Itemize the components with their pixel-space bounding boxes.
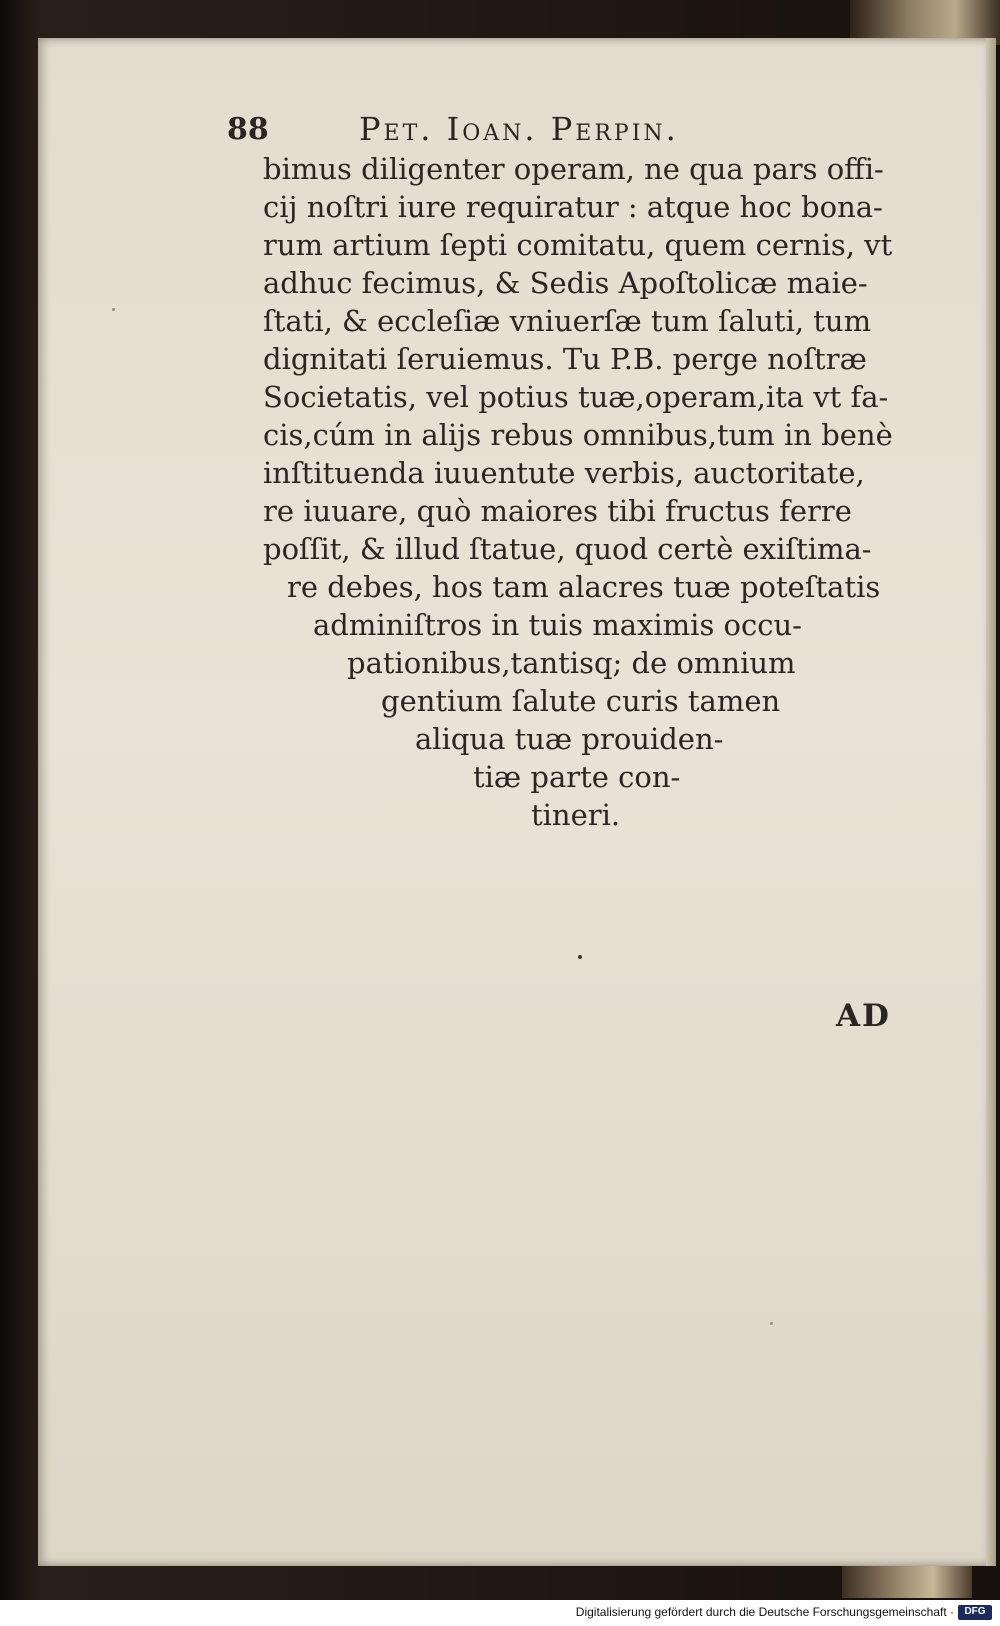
dfg-logo: DFG (958, 1605, 992, 1620)
page-number: 88 (227, 112, 269, 147)
catchword: AD (836, 998, 891, 1034)
funding-notice: Digitalisierung gefördert durch die Deutsche Forschungsgemeinschaft · (575, 1605, 954, 1619)
text-line: re iuuare, quò maiores tibi fructus ferre (263, 494, 852, 528)
text-line: aliqua tuæ prouiden- (415, 722, 724, 756)
text-line: rum artium ſepti comitatu, quem cernis, vt (263, 228, 893, 262)
running-title: Pet. Ioan. Perpin. (359, 110, 679, 148)
text-line: gentium ſalute curis tamen (381, 684, 781, 718)
text-line: cij noſtri iure requiratur : atque hoc bona- (263, 190, 883, 224)
text-line: dignitati ſeruiemus. Tu P.B. perge noſtræ (263, 342, 867, 376)
text-line: tineri. (531, 798, 621, 832)
text-line: bimus diligenter operam, ne qua pars offi- (263, 152, 884, 186)
text-line: cis,cúm in alijs rebus omnibus,tum in benè (263, 418, 893, 452)
text-line: tiæ parte con- (473, 760, 681, 794)
ink-speck (578, 955, 582, 959)
text-line: inſtituenda iuuentute verbis, auctoritate, (263, 456, 865, 490)
text-line: ſtati, & eccleſiæ vniuerſæ tum ſaluti, tum (263, 304, 872, 338)
digitization-footer (0, 1600, 1000, 1626)
text-line: pationibus,tantisq; de omnium (347, 646, 796, 680)
text-line: adminiſtros in tuis maximis occu- (313, 608, 802, 642)
ink-speck (112, 308, 115, 311)
page-edge (986, 38, 996, 1566)
page-header (227, 104, 767, 156)
text-line: poſſit, & illud ſtatue, quod certè exiſtima- (263, 532, 872, 566)
ink-speck (770, 1322, 773, 1325)
text-line: re debes, hos tam alacres tuæ poteſtatis (287, 570, 881, 604)
text-line: adhuc fecimus, & Sedis Apoſtolicæ maie- (263, 266, 868, 300)
text-line: Societatis, vel potius tuæ,operam,ita vt fa- (263, 380, 889, 414)
